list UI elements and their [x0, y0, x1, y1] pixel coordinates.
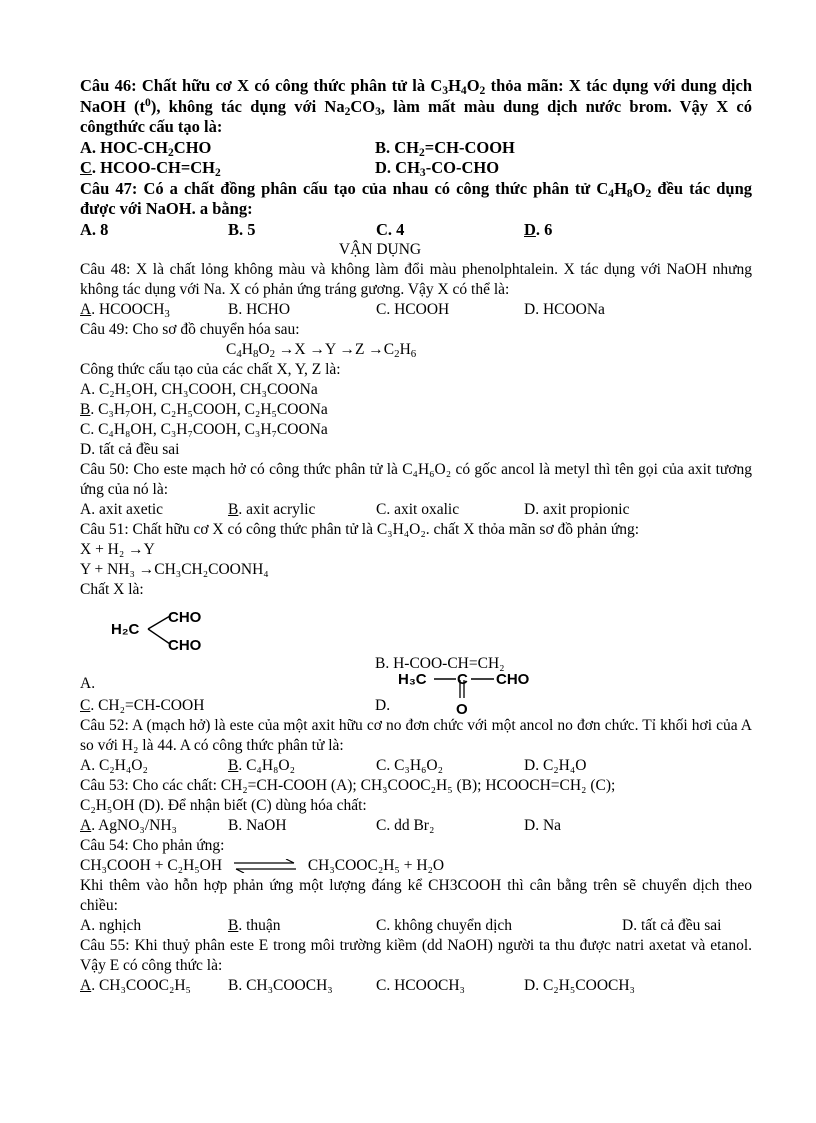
q55-option-c: C. HCOOCH₃: [376, 977, 465, 994]
q47-option-b: B. 5: [228, 219, 256, 239]
q51-options-row2: [80, 696, 752, 716]
q53-option-a: A. AgNO₃/NH₃: [80, 817, 177, 834]
q53-option-b: B. NaOH: [228, 817, 287, 834]
q51-option-b: B. H-COO-CH=CH₂: [375, 655, 505, 672]
q54-equation-right: CH₃COOC₂H₅ + H₂O: [307, 857, 445, 874]
q52-option-c: C. C₃H₆O₂: [376, 757, 444, 774]
q55-option-d: D. C₂H₅COOCH₃: [524, 977, 635, 994]
q53-stem-line2: C₂H₅OH (D). Để nhận biết (C) dùng hóa chất:: [80, 797, 367, 814]
q49-option-a: A. C₂H₅OH, CH₃COOH, CH₃COONa: [80, 381, 318, 398]
q54-option-b: B. thuận: [228, 917, 281, 934]
structure-a-left-label: H₂C: [111, 621, 140, 638]
q52-option-a: A. C₂H₄O₂: [80, 757, 148, 774]
q46-option-a: A. HOC-$CH_2CHO$: [80, 137, 212, 159]
structure-a-top-label: CHO: [168, 609, 202, 626]
structure-a-bottom-label: CHO: [168, 637, 202, 654]
q52-options: [80, 756, 752, 776]
q47-options: [80, 220, 752, 241]
structure-d-left-label: H₃C: [398, 671, 427, 688]
q48-option-b: B. HCHO: [228, 301, 291, 318]
q54-options: [80, 916, 752, 936]
q51-structure-diagrams: [80, 600, 752, 696]
structure-d-oxygen-label: O: [456, 701, 468, 716]
q54-option-c: C. không chuyển dịch: [376, 917, 513, 934]
q46-options-row1: [80, 138, 752, 159]
q48-option-d: D. HCOONa: [524, 301, 605, 318]
q50-option-d: D. axit propionic: [524, 501, 630, 518]
q51-option-d: D.: [375, 697, 391, 714]
structure-d-carbonyl: [450, 676, 570, 716]
q50-option-b: B. axit acrylic: [228, 501, 316, 518]
equilibrium-arrow-icon: [232, 859, 298, 873]
q50-option-c: C. axit oxalic: [376, 501, 460, 518]
q55-option-a: A. CH₃COOC₂H₅: [80, 977, 191, 994]
structure-a-bond-top: [148, 616, 170, 629]
q50-stem: Câu 50: Cho este mạch hở có công thức phân tử là C₄H₆O₂ có gốc ancol là metyl thì tên gọi của axit tương ứng của nó là:: [80, 461, 752, 498]
structure-a-bond-bottom: [148, 629, 170, 644]
q48-stem: Câu 48: X là chất lỏng không màu và không làm đổi màu phenolphtalein. X tác dụng với NaOH nhưng không tác dụng với Na. X có phản ứng tráng gương. Vậy X có thể là:: [80, 261, 752, 298]
q51-option-c: C. CH₂=CH-COOH: [80, 697, 205, 714]
q49-stem: Câu 49: Cho sơ đồ chuyển hóa sau:: [80, 321, 300, 338]
q51-equation-2: Y + NH₃ →CH₃CH₂COONH₄: [80, 561, 269, 578]
q46-options-row2: [80, 158, 752, 179]
q46-option-c: C. HCOO-$CH=CH_2$: [80, 158, 221, 179]
q53-options: [80, 816, 752, 836]
q55-stem: Câu 55: Khi thuỷ phân este E trong môi trường kiềm (dd NaOH) người ta thu được natri axetat và etanol. Vậy E có công thức là:: [80, 937, 752, 974]
q53-option-d: D. Na: [524, 817, 562, 834]
q51-ask: Chất X là:: [80, 581, 144, 598]
q52-option-b: B. C₄H₈O₂: [228, 757, 296, 774]
q49-option-d: D. tất cả đều sai: [80, 441, 180, 458]
q49-scheme: $C_4H_8O_2 \to X \to Y \to Z \to C_2H_6$: [226, 341, 417, 360]
q49-option-c: C. C₄H₈OH, C₃H₇COOH, C₃H₇COONa: [80, 421, 328, 438]
q49-ask: Công thức cấu tạo của các chất X, Y, Z là:: [80, 361, 341, 378]
q54-option-d: D. tất cả đều sai: [622, 917, 722, 934]
q46-stem: Câu 46: Chất hữu cơ X có công thức phân tử là $C_3H_4O_2$ thỏa mãn: X tác dụng với dung dịch NaOH $(t^0)$, không tác dụng với $Na_2CO_3$, làm mất màu dung dịch nước brom. Vậy X có côngthức cấu tạo là:: [80, 76, 752, 136]
q48-option-a: A. $HCOOCH_3$: [80, 301, 170, 320]
q50-option-a: A. axit axetic: [80, 501, 164, 518]
q46-option-d: D. $CH_3-CO$-CHO: [375, 158, 500, 179]
q52-stem: Câu 52: A (mạch hở) là este của một axit hữu cơ no đơn chức với một ancol no đơn chức. Tỉ khối hơi của A so với H₂ là 44. A có công thức phân tử là:: [80, 717, 752, 754]
worksheet-page: [80, 76, 752, 996]
q46-option-b: B. $CH_2=CH$-COOH: [375, 137, 515, 159]
q49-option-b: B. C₃H₇OH, C₂H₅COOH, C₂H₅COONa: [80, 401, 328, 418]
q51-option-a: A.: [80, 675, 96, 692]
q54-equation-left: CH₃COOH + C₂H₅OH: [80, 857, 223, 874]
q54-stem: Câu 54: Cho phản ứng:: [80, 837, 225, 854]
q48-options: [80, 300, 752, 320]
q51-equation-1: X + H₂ →Y: [80, 541, 155, 558]
section-title: VẬN DỤNG: [338, 241, 422, 258]
q50-options: [80, 500, 752, 520]
structure-d-right-label: CHO: [496, 671, 530, 688]
q47-option-d: D. 6: [524, 219, 553, 239]
q47-stem: Câu 47: Có a chất đồng phân cấu tạo của nhau có công thức phân tử $C_4H_8O_2$ đều tác dụng được với NaOH. a bằng:: [80, 178, 752, 218]
structure-d-center-label: C: [457, 671, 468, 688]
q48-option-c: C. HCOOH: [376, 301, 450, 318]
q55-options: [80, 976, 752, 996]
q54-equation: [80, 856, 752, 876]
q51-structures: [80, 600, 752, 696]
q52-option-d: D. C₂H₄O: [524, 757, 587, 774]
q53-option-c: C. dd Br₂: [376, 817, 435, 834]
q51-stem: Câu 51: Chất hữu cơ X có công thức phân tử là C₃H₄O₂. chất X thỏa mãn sơ đồ phản ứng:: [80, 521, 640, 538]
q55-option-b: B. CH₃COOCH₃: [228, 977, 333, 994]
q47-option-a: A. 8: [80, 219, 109, 239]
q54-ask: Khi thêm vào hỗn hợp phản ứng một lượng đáng kể CH3COOH thì cân bằng trên sẽ chuyển dịch theo chiều:: [80, 877, 752, 914]
q54-option-a: A. nghịch: [80, 917, 142, 934]
q47-option-c: C. 4: [376, 219, 405, 239]
q53-stem-line1: Câu 53: Cho các chất: CH₂=CH-COOH (A); CH₃COOC₂H₅ (B); HCOOCH=CH₂ (C);: [80, 777, 616, 794]
